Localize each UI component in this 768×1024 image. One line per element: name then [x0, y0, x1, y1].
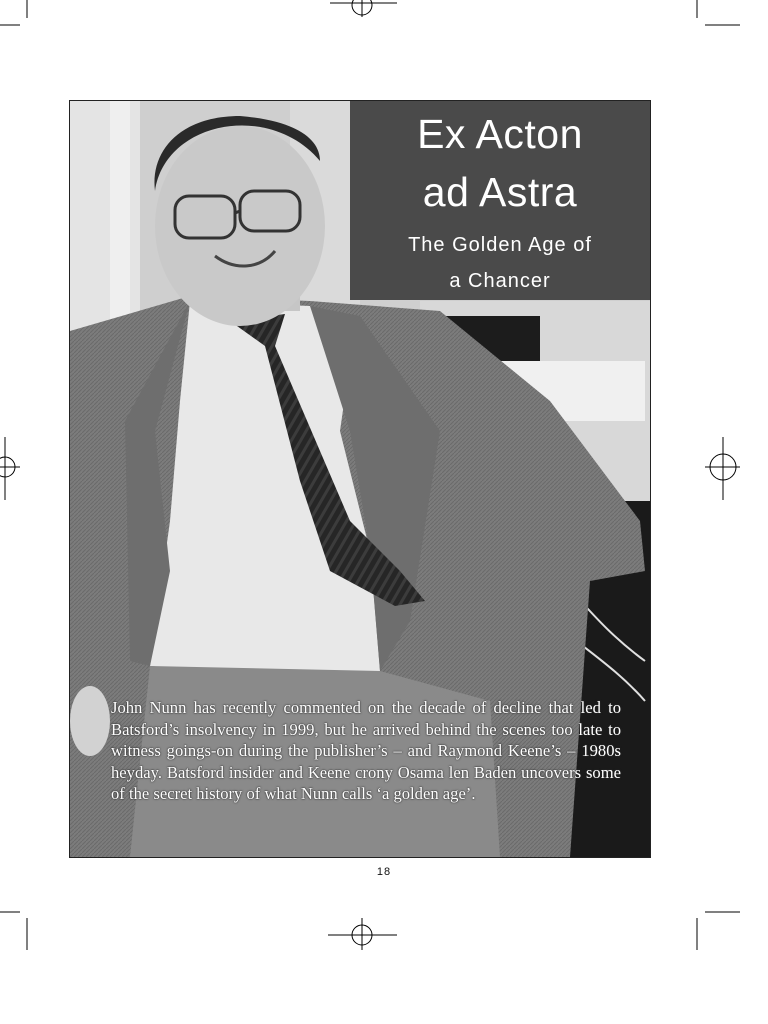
article-title — [350, 105, 650, 221]
article-opener — [69, 100, 651, 858]
title-line-2: ad Astra — [422, 169, 578, 215]
page-number: 18 — [376, 866, 392, 878]
title-box — [350, 101, 650, 300]
subtitle-line-1: The Golden Age of — [408, 234, 592, 256]
intro-caption: John Nunn has recently commented on the decade of decline that led to Batsford’s insolvency in 1999, but he arrived behind the scenes too late to witness goings-on during the publisher’s – and Raymond Keene’s – 1980s heyday. Batsford insider and Keene crony Osama len Baden uncovers some of the secret history of what Nunn calls ‘a golden age’. — [111, 698, 621, 803]
article-subtitle — [350, 227, 650, 299]
subtitle-line-2: a Chancer — [449, 270, 551, 292]
title-line-1: Ex Acton — [417, 111, 583, 157]
